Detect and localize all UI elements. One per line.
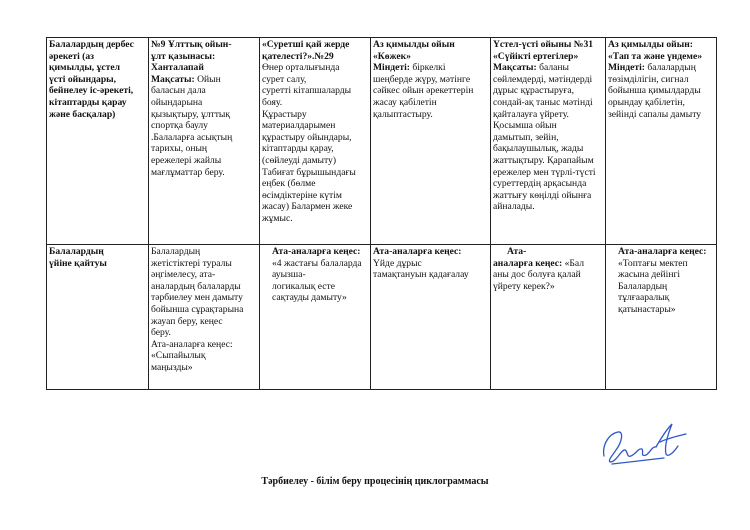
cell-text-line: аны дос болуға қалай (493, 269, 581, 281)
cell-text-line: жасау қабілетін (373, 96, 437, 108)
cell-text-line: айналады. (493, 201, 535, 213)
aim-text: баланы (539, 62, 569, 74)
aim-label: Мақсаты: (151, 73, 195, 85)
cell-text-line: орындау қабілетін, (608, 96, 685, 108)
cell-text-line: «4 жастағы балаларда (272, 257, 362, 269)
cell-text-line: Құрастыру (262, 108, 307, 120)
cell-text-line: тарихы, оның (151, 143, 208, 155)
game-title: «Көжек» (373, 50, 411, 62)
cell-text-line: кітаптарды қарау, (262, 143, 334, 155)
cell-text-line: қалыптастыру. (373, 108, 433, 120)
cell-text-line: ауызша- (272, 269, 306, 281)
cell-text-line: әрекеті (аз (49, 50, 95, 62)
cell-text-line: жасына дейінгі (618, 269, 681, 281)
signature-image (598, 416, 690, 468)
cell-text-line: үсті ойындары, (49, 73, 117, 85)
aim-label: Мақсаты: (493, 62, 537, 74)
cell-heading: Аз қимылды ойын (373, 39, 455, 50)
cell-heading: Ата-аналарға кеңес: (373, 246, 462, 257)
cell-heading: ұлт қазынасы: (151, 50, 216, 62)
cell-text-line: тұлғааралық (618, 292, 670, 304)
cell-text-line: және басқалар) (49, 108, 116, 120)
cell-parent-advice-memory (260, 245, 371, 390)
table-row (47, 245, 717, 390)
task-text: балалардың (647, 62, 696, 74)
cell-text-line: жетістіктері туралы (151, 257, 232, 269)
cell-heading: аналарға кеңес: (493, 257, 563, 269)
cell-text-line: сөйлемдерді, мәтіндерді (493, 73, 593, 85)
cell-text-line: жаттықтыру. Қарапайым (493, 154, 594, 166)
cell-text-line: еңбек (бөлме (262, 178, 316, 190)
table-row (47, 38, 717, 245)
cell-text-line: ережелері жайлы (151, 154, 222, 166)
cell-text-line: сондай-ақ таныс мәтінді (493, 96, 593, 108)
cell-text-line: дамытып, зейін, (493, 131, 559, 143)
cell-text-line: логикалық есте (272, 280, 336, 292)
cell-text-line: беру. (151, 327, 171, 339)
game-title: Ханталапай (151, 62, 204, 74)
cell-text-line: ережелер мен түрлі-түсті (493, 166, 596, 178)
cell-text-line: сәйкес ойын әрекеттерін (373, 85, 474, 97)
cell-text-line: суреттердің арқасында (493, 178, 587, 190)
cell-heading: «Суретші қай жерде (262, 39, 350, 50)
cell-heading: Ата- (507, 246, 527, 257)
cell-heading: Аз қимылды ойын: (608, 39, 693, 50)
row-header-independent-activity (47, 38, 149, 245)
cell-text-line: төзімділігін, сигнал (608, 73, 689, 85)
cell-text-line: мағлұматтар беру. (151, 166, 225, 178)
cell-heading: Үстел-үсті ойыны №31 (493, 39, 594, 50)
cell-parent-talk (149, 245, 260, 390)
aim-text: Ойын (197, 73, 221, 85)
cell-text-line: баласын дала (151, 85, 206, 97)
cell-text-line: қайталауға үйрету. (493, 108, 569, 120)
cell-text-line: дұрыс құрастыруға, (493, 85, 575, 97)
cell-text-line: Табиғат бұрышындағы (262, 166, 356, 178)
cell-text-line: Балалардың (151, 246, 201, 257)
cell-text-line: (сөйлеуді дамыту) (262, 154, 337, 166)
cell-text-line: сақтауды дамыту» (272, 292, 347, 304)
cell-text-line: қимылды, ұстел (49, 62, 121, 74)
cell-text-line: «Топтағы мектеп (618, 257, 688, 269)
cell-text-line: спортқа баулу (151, 120, 208, 132)
cell-tabletop-game (491, 38, 606, 245)
cell-text-line: Ата-аналарға кеңес: (151, 338, 233, 350)
task-label: Міндеті: (373, 62, 410, 74)
cell-rabbit-game (371, 38, 491, 245)
game-title: «Тап та және үндеме» (608, 50, 703, 62)
cell-text-line: ойындарына (151, 96, 203, 108)
cell-text-line: «Сыпайылық (151, 350, 206, 362)
cell-text-line: суретті кітапшаларды (262, 85, 352, 97)
cell-parent-advice-relations (606, 245, 717, 390)
cell-find-game (606, 38, 717, 245)
cell-text-line: бойынша қимылдарды (608, 85, 701, 97)
cell-text-line: маңызды» (151, 361, 193, 373)
cell-text-line: жасау) Балармен жеке (262, 201, 353, 213)
cell-text-line: материалдарымен (262, 120, 336, 132)
cell-text-line: Балалардың (618, 280, 668, 292)
cell-text-line: Балалардың (49, 246, 104, 257)
cell-text-line: Өнер орталығында (262, 62, 340, 74)
cell-text-line: тәрбиелеу мен дамыту (151, 292, 243, 304)
cell-heading: Ата-аналарға кеңес: (272, 246, 361, 257)
cell-national-game (149, 38, 260, 245)
cell-heading: Ата-аналарға кеңес: (618, 246, 707, 257)
row-header-going-home (47, 245, 149, 390)
cell-text-line: Үйде дұрыс (373, 257, 422, 269)
cell-text-line: жұмыс. (262, 212, 293, 224)
cell-text-line: тамақтануын қадағалау (373, 269, 469, 281)
cell-text-line: жаттығу көңілді ойынға (493, 189, 592, 201)
document-footer-title: Тәрбиелеу - білім беру процесінің циклограммасы (261, 476, 489, 487)
cell-text-line: қызықтыру, ұлттық (151, 108, 231, 120)
cell-text-line: Қосымша ойын (493, 120, 557, 132)
task-label: Міндеті: (608, 62, 645, 74)
cell-text: «Бал (564, 257, 585, 269)
cell-heading: қателесті?».№29 (262, 50, 334, 62)
cell-text-line: үйрету керек?» (493, 280, 555, 292)
cell-text-line: құрастыру ойындары, (262, 131, 352, 143)
cell-text-line: жауап беру, кеңес (151, 315, 223, 327)
cell-text-line: өсімдіктеріне күтім (262, 189, 342, 201)
cell-text-line: бейнелеу іс-әрекеті, (49, 85, 134, 97)
cell-parent-advice-nutrition (371, 245, 491, 390)
cell-text-line: зейінді сапалы дамыту (608, 108, 702, 120)
cell-parent-advice-friendship (491, 245, 606, 390)
cell-text-line: сурет салу, (262, 73, 307, 85)
cell-text-line: қатынастары» (618, 303, 676, 315)
cell-text-line: кітаптарды қарау (49, 96, 127, 108)
cell-text-line: бақылаушылық, жады (493, 143, 584, 155)
cell-text-line: аналардың балаларды (151, 280, 241, 292)
cell-text-line: бояу. (262, 96, 283, 108)
game-title: «Сүйікті ертегілер» (493, 50, 579, 62)
cell-heading: №9 Ұлттық ойын- (151, 39, 232, 50)
cell-text-line: әңгімелесу, ата- (151, 269, 216, 281)
cyclogram-table (46, 37, 717, 390)
cell-text-line: Балалардың дербес (49, 39, 134, 50)
cell-text-line: шеңберде жүру, мәтінге (373, 73, 471, 85)
cell-text-line: үйіне қайтуы (49, 257, 107, 269)
cell-text-line: бойынша сұрақтарына (151, 303, 244, 315)
task-text: біркелкі (412, 62, 446, 74)
cell-text-line: .Балаларға асықтың (151, 131, 233, 143)
cell-artist-game (260, 38, 371, 245)
